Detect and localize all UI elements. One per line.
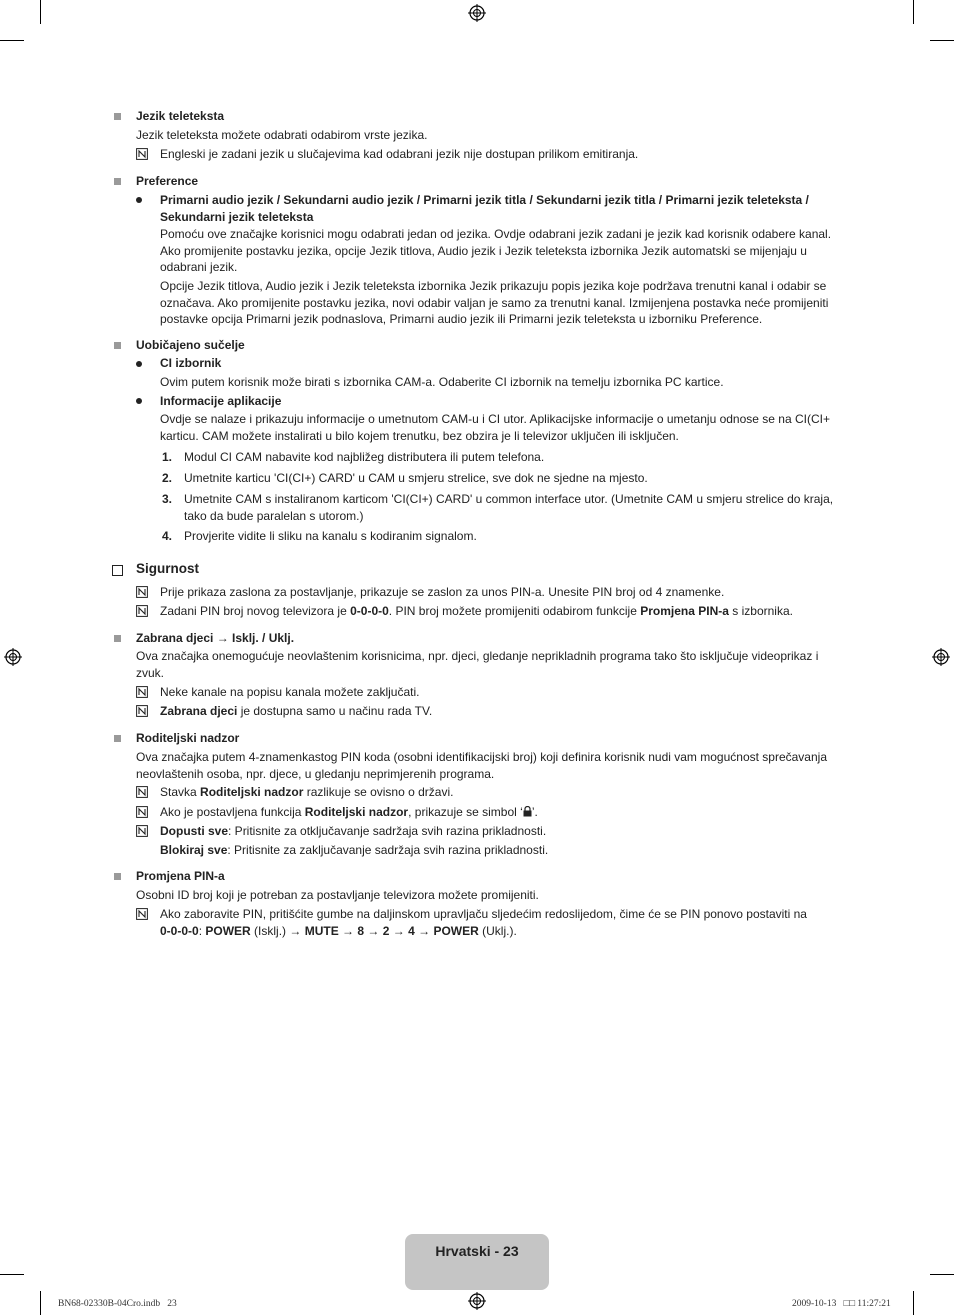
note-text-part: , prikazuje se simbol ‘	[408, 805, 523, 819]
note-text-part: : Pritisnite za zaključavanje sadržaja svih razina prikladnosti.	[227, 843, 549, 857]
section-title: Preference	[136, 174, 199, 188]
crop-mark	[0, 1274, 24, 1275]
step-text: Modul CI CAM nabavite kod najbližeg distributera ili putem telefona.	[184, 450, 545, 464]
note-text	[160, 703, 848, 720]
registration-mark-icon	[468, 1292, 486, 1310]
crop-mark	[913, 1291, 914, 1315]
crop-mark	[40, 1291, 41, 1315]
paragraph: Pomoću ove značajke korisnici mogu odabrati jedan od jezika. Ovdje odabrani jezik zadani je jezik kad korisnik odabere kanal. Ako promijenite postavku jezika, opcije Jezik titlova, Audio jezik i Jezik teleteksta izbornika Jezik automatski se mijenjaju u odabrani jezik.	[160, 227, 832, 274]
feature-name: Roditeljski nadzor	[200, 785, 304, 799]
note-text	[160, 603, 848, 620]
bullet-icon	[136, 398, 142, 404]
step-number: 2.	[162, 471, 173, 485]
registration-mark-icon	[932, 648, 950, 666]
crop-mark	[930, 40, 954, 41]
note-text: Engleski je zadani jezik u slučajevima kad odabrani jezik nije dostupan prilikom emitiranja.	[160, 147, 639, 161]
note-text	[160, 804, 848, 821]
note-text-part: : Pritisnite za otključavanje sadržaja svih razina prikladnosti.	[228, 824, 547, 838]
note-text	[160, 842, 848, 859]
key-power: POWER	[205, 923, 251, 938]
section-square-icon	[114, 873, 121, 880]
note-text-part: Stavka	[160, 785, 201, 799]
section-square-icon	[114, 635, 121, 642]
note-text-part: ’.	[531, 805, 538, 819]
crop-mark	[913, 0, 914, 24]
note-text-part: Ako zaboravite PIN, pritišćite gumbe na daljinskom upravljaču sljedećim redoslijedom, čime će se PIN ponovo postaviti na	[160, 907, 807, 921]
note-icon	[136, 786, 148, 798]
note-text	[160, 823, 848, 840]
sep: :	[198, 923, 206, 938]
registration-mark-icon	[4, 648, 22, 666]
print-slug-right: 2009-10-13 □□ 11:27:21	[792, 1299, 891, 1309]
key-8: 8	[357, 923, 365, 938]
paragraph: Osobni ID broj koji je potreban za postavljanje televizora možete promijeniti.	[136, 888, 539, 902]
section-title: Uobičajeno sučelje	[136, 338, 245, 352]
lock-icon	[523, 806, 532, 817]
feature-name: Zabrana djeci	[160, 704, 238, 718]
bullet-title: Informacije aplikacije	[160, 394, 282, 408]
note-text	[160, 906, 848, 939]
key-mute: MUTE	[304, 923, 339, 938]
section-square-icon	[114, 342, 121, 349]
note-icon	[136, 825, 148, 837]
section-title: Roditeljski nadzor	[136, 731, 240, 745]
section-square-icon	[114, 735, 121, 742]
step-number: 4.	[162, 529, 173, 543]
section-title: Jezik teleteksta	[136, 109, 225, 123]
bullet-icon	[136, 361, 142, 367]
note-text-part: je dostupna samo u načinu rada TV.	[237, 704, 433, 718]
note-icon	[136, 148, 148, 160]
feature-name: Roditeljski nadzor	[304, 805, 409, 819]
sep: →	[364, 923, 383, 938]
step-text: Umetnite karticu 'CI(CI+) CARD' u CAM u smjeru strelice, sve dok ne sjedne na mjesto.	[184, 471, 648, 485]
paragraph: Ovim putem korisnik može birati s izbornika CAM-a. Odaberite CI izbornik na temelju izbornika PC kartice.	[160, 375, 724, 389]
registration-mark-icon	[468, 4, 486, 22]
crop-mark	[40, 0, 41, 24]
sep: (Isklj.) →	[250, 923, 305, 938]
key-power: POWER	[433, 923, 479, 938]
note-text: Prije prikaza zaslona za postavljanje, prikazuje se zaslon za unos PIN-a. Unesite PIN broj od 4 znamenke.	[160, 585, 725, 599]
note-icon	[136, 605, 148, 617]
sep: →	[414, 923, 434, 938]
print-slug-left: BN68-02330B-04Cro.indb 23	[58, 1299, 177, 1309]
note-text	[160, 784, 848, 801]
option-name: Blokiraj sve	[160, 843, 228, 857]
section-square-icon	[114, 113, 121, 120]
note-text-part: s izbornika.	[728, 604, 793, 618]
note-icon	[136, 686, 148, 698]
note-text-part: razlikuje se ovisno o državi.	[303, 785, 454, 799]
sep: →	[338, 923, 358, 938]
note-icon	[136, 806, 148, 818]
checkbox-square-icon	[112, 565, 123, 576]
note-icon	[136, 586, 148, 598]
section-title: Zabrana djeci → Isklj. / Uklj.	[136, 631, 295, 645]
menu-name: Promjena PIN-a	[640, 604, 729, 618]
page-number: Hrvatski - 23	[435, 1243, 519, 1259]
bullet-title: Primarni audio jezik / Sekundarni audio jezik / Primarni jezik titla / Sekundarni jezik titla / Primarni jezik teleteksta / Sekundarni jezik teleteksta	[160, 193, 809, 224]
paragraph: Ova značajka putem 4-znamenkastog PIN koda (osobni identifikacijski broj) koji definira korisnik nudi vam mogućnost sprečavanja neovlaštenih osoba, npr. djece, u gledanju neprimjerenih programa.	[136, 750, 827, 781]
note-text-part: Ako je postavljena funkcija	[160, 805, 305, 819]
sep: (Uklj.).	[478, 923, 517, 938]
key-4: 4	[408, 923, 415, 938]
note-text: Neke kanale na popisu kanala možete zaključati.	[160, 685, 420, 699]
pin-default: 0-0-0-0	[160, 923, 199, 938]
step-text: Provjerite vidite li sliku na kanalu s kodiranim signalom.	[184, 529, 477, 543]
crop-mark	[930, 1274, 954, 1275]
paragraph: Ovdje se nalaze i prikazuju informacije o umetnutom CAM-u i CI utor. Aplikacijske informacije o umetanju odnose se na CI(CI+ karticu. CAM možete instalirati u bilo kojem trenutku, bez obzira je li televizor uključen ili isključen.	[160, 412, 830, 443]
bullet-title: CI izbornik	[160, 356, 222, 370]
bullet-icon	[136, 197, 142, 203]
crop-mark	[0, 40, 24, 41]
paragraph: Ova značajka onemogućuje neovlaštenim korisnicima, npr. djeci, gledanje neprikladnih programa tako što isključuje videoprikaz i zvuk.	[136, 649, 819, 680]
section-heading: Sigurnost	[136, 561, 199, 576]
step-text: Umetnite CAM s instaliranom karticom 'CI(CI+) CARD' u common interface utor. (Umetnite CAM u smjeru strelice do kraja, tako da bude paralelan s utorom.)	[184, 492, 834, 523]
step-number: 1.	[162, 450, 173, 464]
section-square-icon	[114, 178, 121, 185]
paragraph: Opcije Jezik titlova, Audio jezik i Jezik teleteksta izbornika Jezik prikazuju popis jezika koje podržava trenutni kanal i odabir se označava. Ako promijenite postavku jezika, novi odabir valjan je samo za trenutni kanal. Izmijenjena postavka neće promijeniti postavke opcija Primarni jezik podnaslova, Primarni audio jezik ili Primarni jezik teleteksta u izborniku Preference.	[160, 279, 829, 326]
section-title: Promjena PIN-a	[136, 869, 225, 883]
sep: →	[389, 923, 409, 938]
step-number: 3.	[162, 492, 173, 506]
note-icon	[136, 908, 148, 920]
note-text-part: . PIN broj možete promijeniti odabirom funkcije	[388, 604, 641, 618]
option-name: Dopusti sve	[160, 824, 229, 838]
pin-default: 0-0-0-0	[350, 604, 389, 618]
key-2: 2	[382, 923, 390, 938]
note-icon	[136, 705, 148, 717]
note-text-part: Zadani PIN broj novog televizora je	[160, 604, 351, 618]
paragraph: Jezik teleteksta možete odabrati odabirom vrste jezika.	[136, 128, 428, 142]
